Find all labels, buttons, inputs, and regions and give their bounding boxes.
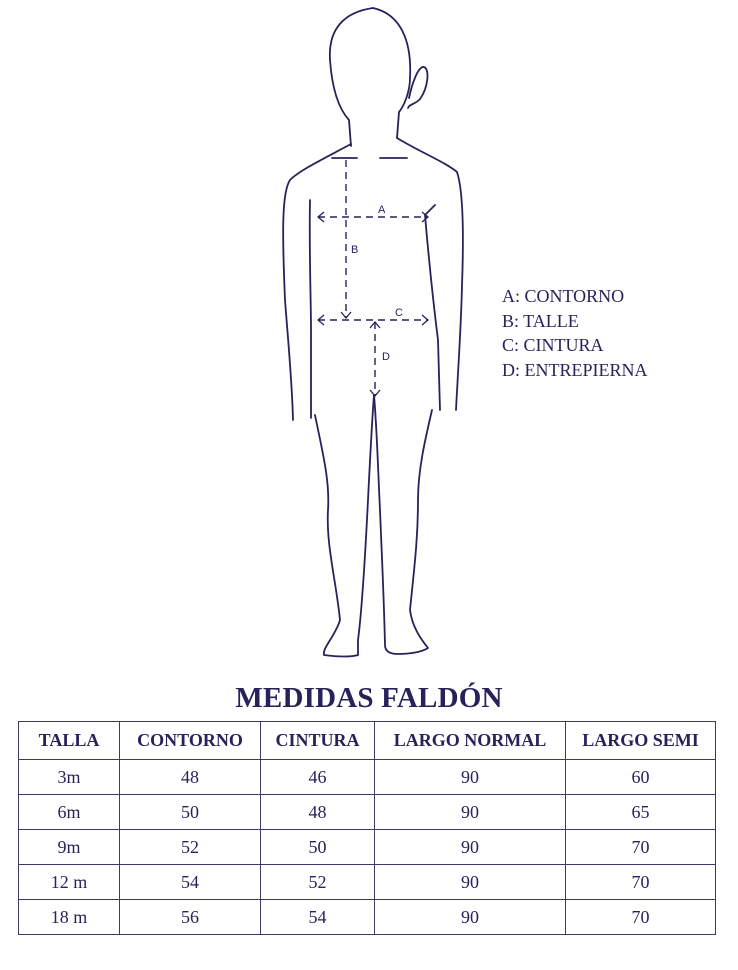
cell-contorno: 56	[120, 900, 261, 935]
cell-largo-semi: 70	[566, 900, 716, 935]
left-arm-inner	[310, 200, 311, 418]
legend-item-c: C: CINTURA	[502, 335, 604, 355]
cell-largo-normal: 90	[375, 760, 566, 795]
cell-contorno: 52	[120, 830, 261, 865]
label-c: C	[395, 307, 403, 319]
cell-cintura: 50	[261, 830, 375, 865]
table-row	[19, 900, 716, 935]
cell-largo-semi: 70	[566, 830, 716, 865]
legend-item-b: B: TALLE	[502, 310, 579, 331]
cell-largo-normal: 90	[375, 795, 566, 830]
measurement-legend	[502, 284, 648, 382]
header-contorno: CONTORNO	[120, 722, 261, 760]
left-arm-outline	[283, 144, 351, 420]
right-leg-outline	[374, 395, 432, 654]
legend-item-a: A: CONTORNO	[502, 286, 625, 306]
header-largo-semi: LARGO SEMI	[566, 722, 716, 760]
arrow-b-bottom	[341, 312, 351, 318]
cell-talla: 18 m	[19, 900, 120, 935]
cell-contorno: 48	[120, 760, 261, 795]
arrow-c-right	[422, 315, 428, 325]
table-row	[19, 760, 716, 795]
label-d: D	[382, 351, 390, 363]
table-row	[19, 795, 716, 830]
cell-talla: 12 m	[19, 865, 120, 900]
cell-largo-semi: 70	[566, 865, 716, 900]
cell-cintura: 54	[261, 900, 375, 935]
cell-largo-semi: 60	[566, 760, 716, 795]
cell-contorno: 54	[120, 865, 261, 900]
right-arm-inner	[425, 205, 440, 410]
arrow-d-bottom	[370, 390, 380, 396]
left-leg-outline	[315, 395, 374, 657]
cell-talla: 9m	[19, 830, 120, 865]
cell-largo-normal: 90	[375, 830, 566, 865]
cell-largo-semi: 65	[566, 795, 716, 830]
label-b: B	[351, 244, 359, 256]
cell-cintura: 52	[261, 865, 375, 900]
cell-contorno: 50	[120, 795, 261, 830]
cell-talla: 6m	[19, 795, 120, 830]
header-talla: TALLA	[19, 722, 120, 760]
table-title: MEDIDAS FALDÓN	[235, 682, 503, 714]
label-a: A	[378, 204, 386, 216]
size-table	[18, 721, 716, 935]
face-outline	[373, 8, 410, 138]
head-outline	[330, 8, 373, 146]
cell-cintura: 48	[261, 795, 375, 830]
header-largo-normal: LARGO NORMAL	[375, 722, 566, 760]
cell-cintura: 46	[261, 760, 375, 795]
legend-item-d: D: ENTREPIERNA	[502, 359, 648, 380]
table-row	[19, 830, 716, 865]
cell-talla: 3m	[19, 760, 120, 795]
cell-largo-normal: 90	[375, 865, 566, 900]
table-row	[19, 865, 716, 900]
table-header-row	[19, 722, 716, 760]
header-cintura: CINTURA	[261, 722, 375, 760]
cell-largo-normal: 90	[375, 900, 566, 935]
